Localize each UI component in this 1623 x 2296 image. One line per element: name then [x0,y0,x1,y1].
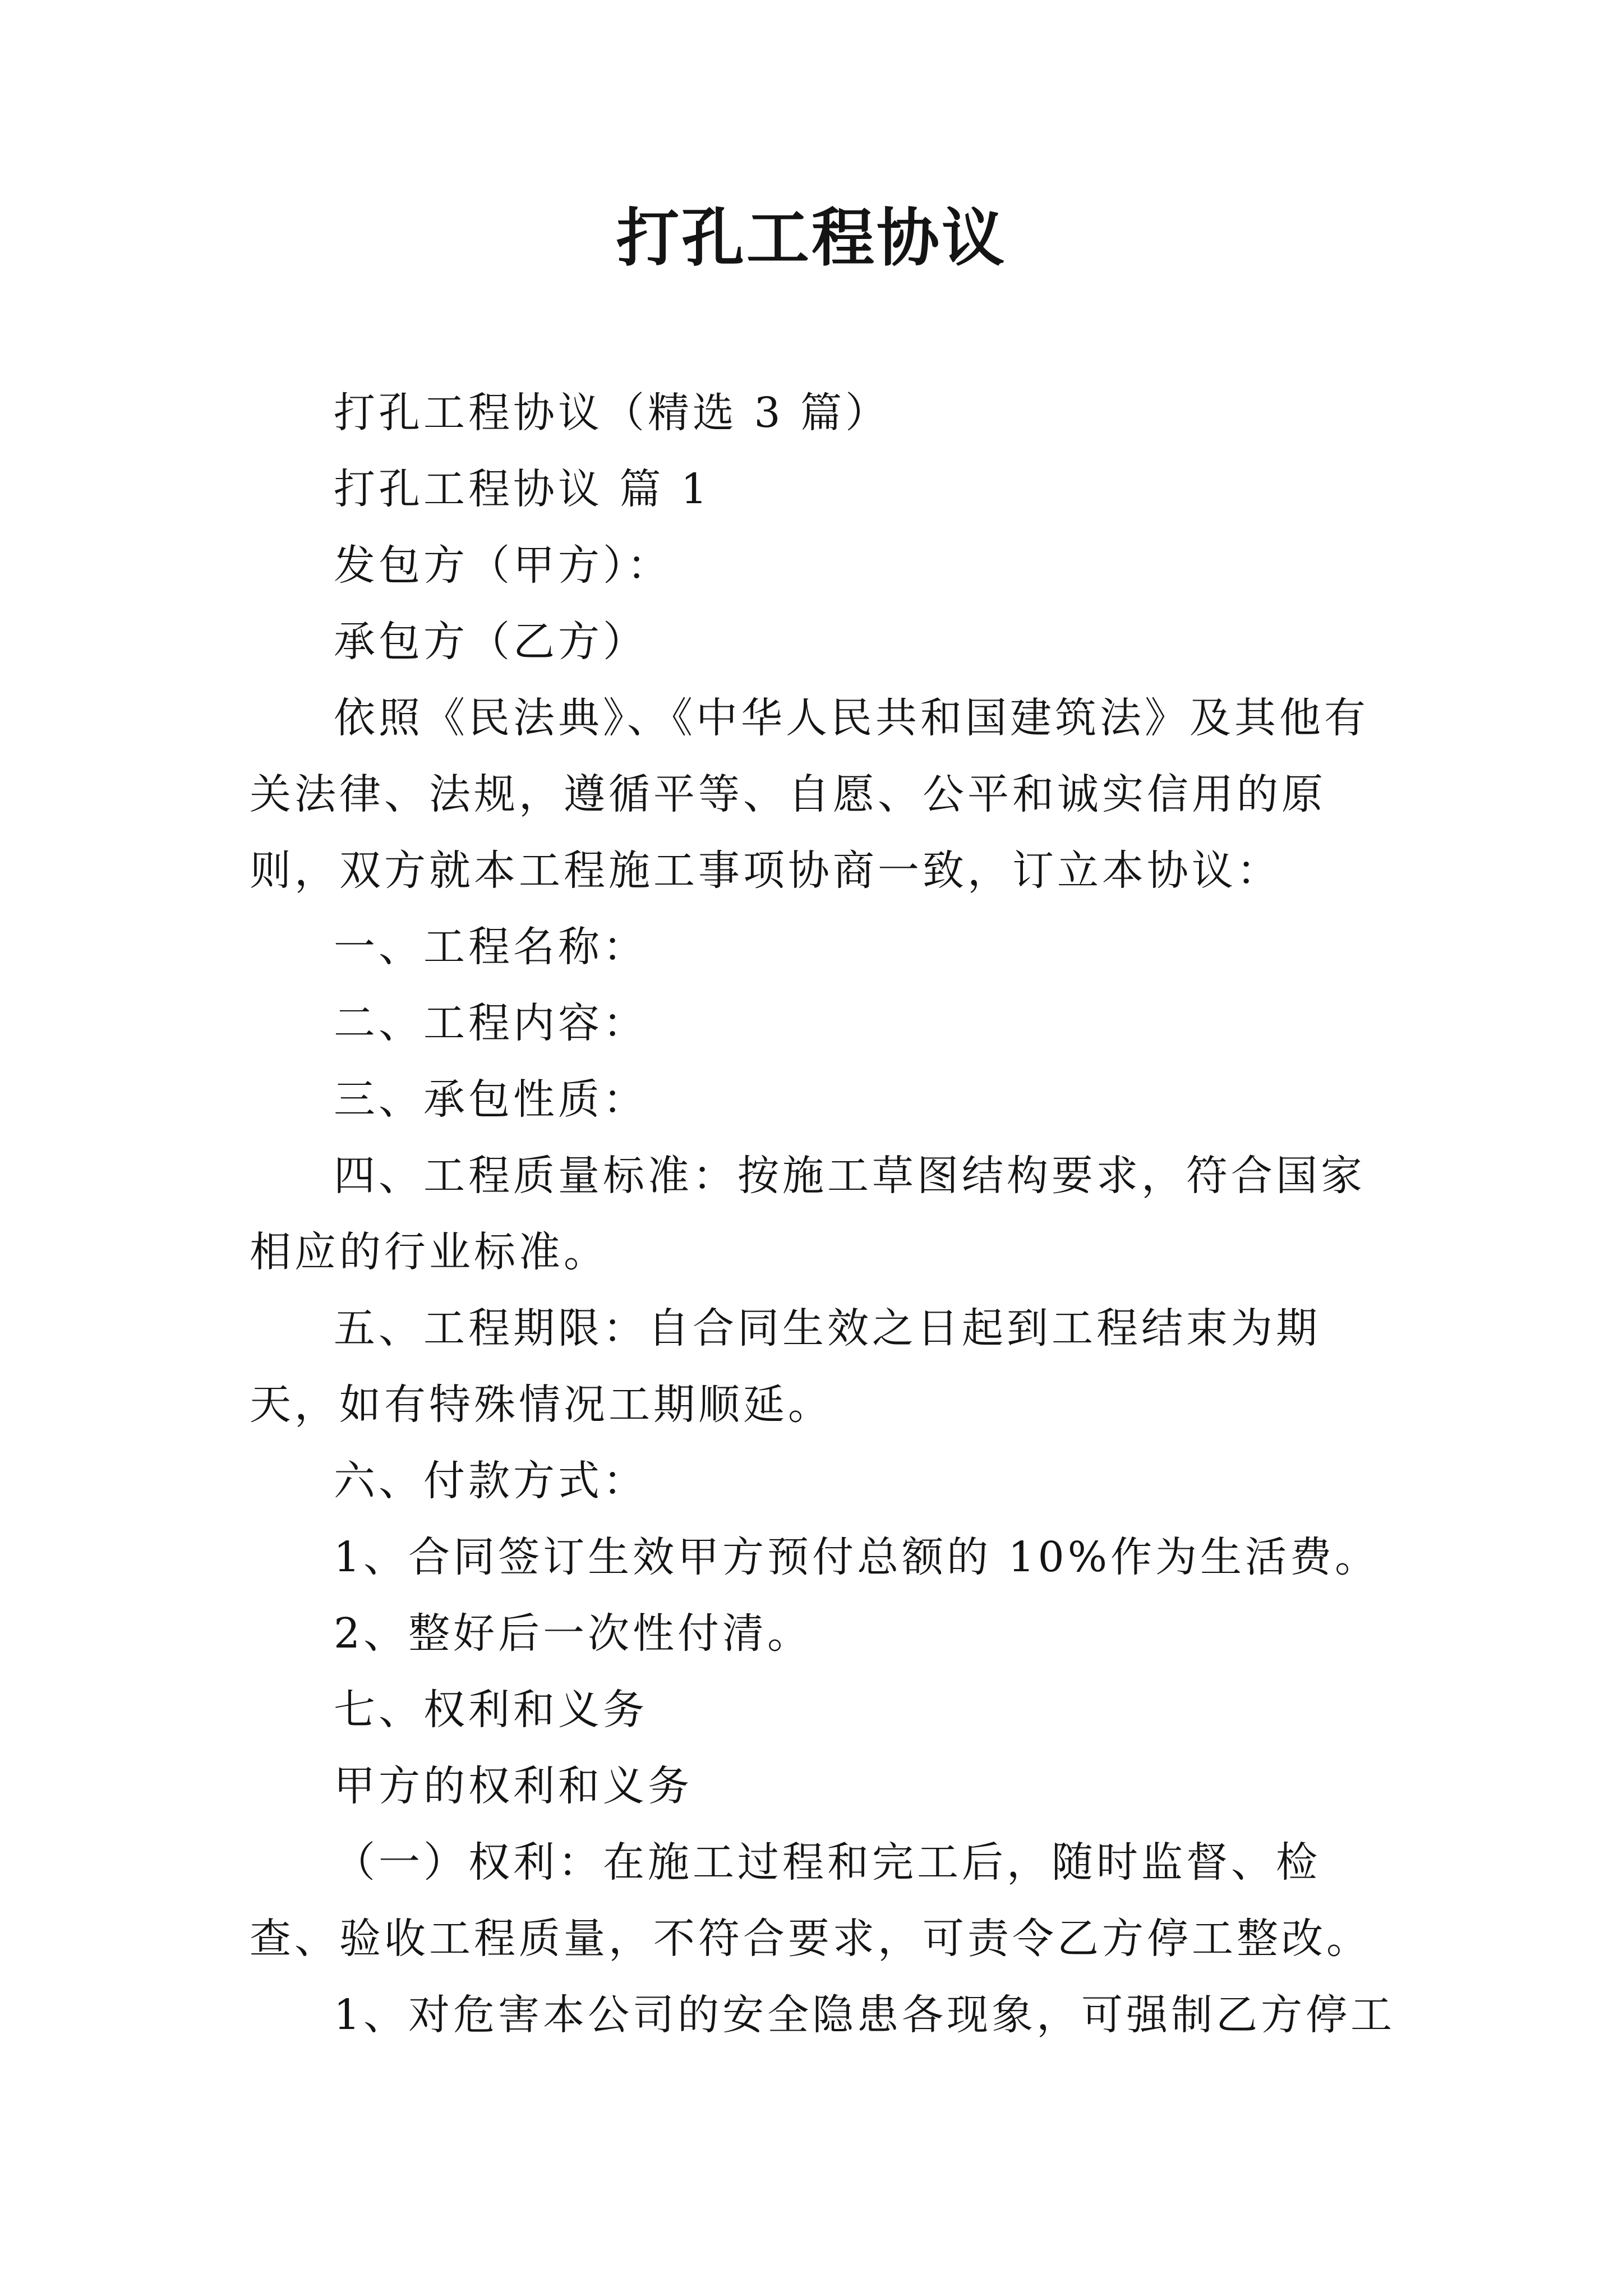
paragraph-quality-standard: 四、工程质量标准：按施工草图结构要求，符合国家相应的行业标准。 [250,1152,1366,1276]
paragraph-payment-item-1: 1、合同签订生效甲方预付总额的 10%作为生活费。 [334,1533,1380,1581]
paragraph-rights-clause: （一）权利：在施工过程和完工后，随时监督、检查、验收工程质量，不符合要求，可责令乙方停工整改。 [250,1838,1371,1963]
paragraph-payment-item-2: 2、整好后一次性付清。 [334,1609,813,1658]
paragraph-project-name: 一、工程名称： [334,923,648,971]
paragraph-project-period: 五、工程期限：自合同生效之日起到工程结束为期天，如有特殊情况工期顺延。 [250,1304,1321,1429]
paragraph-party-a-rights: 甲方的权利和义务 [334,1762,693,1810]
paragraph-project-content: 二、工程内容： [334,999,648,1047]
paragraph-rights-obligations: 七、权利和义务 [334,1686,648,1734]
paragraph-party-a: 发包方（甲方）： [334,541,672,590]
paragraph-rights-item-1: 1、对危害本公司的安全隐患各现象，可强制乙方停工 [334,1991,1396,2039]
paragraph-party-b: 承包方（乙方） [334,618,648,666]
document-body [250,375,1405,2053]
paragraph-payment-method: 六、付款方式： [334,1457,648,1505]
paragraph-preamble: 依照《民法典》、《中华人民共和国建筑法》及其他有关法律、法规，遵循平等、自愿、公平和诚实信用的原则，双方就本工程施工事项协商一致，订立本协议： [250,694,1369,895]
paragraph-section-heading: 打孔工程协议 篇 1 [334,465,711,513]
document-title: 打孔工程协议 [616,201,1007,275]
paragraph-contract-nature: 三、承包性质： [334,1075,648,1124]
paragraph-subtitle: 打孔工程协议（精选 3 篇） [334,389,891,437]
